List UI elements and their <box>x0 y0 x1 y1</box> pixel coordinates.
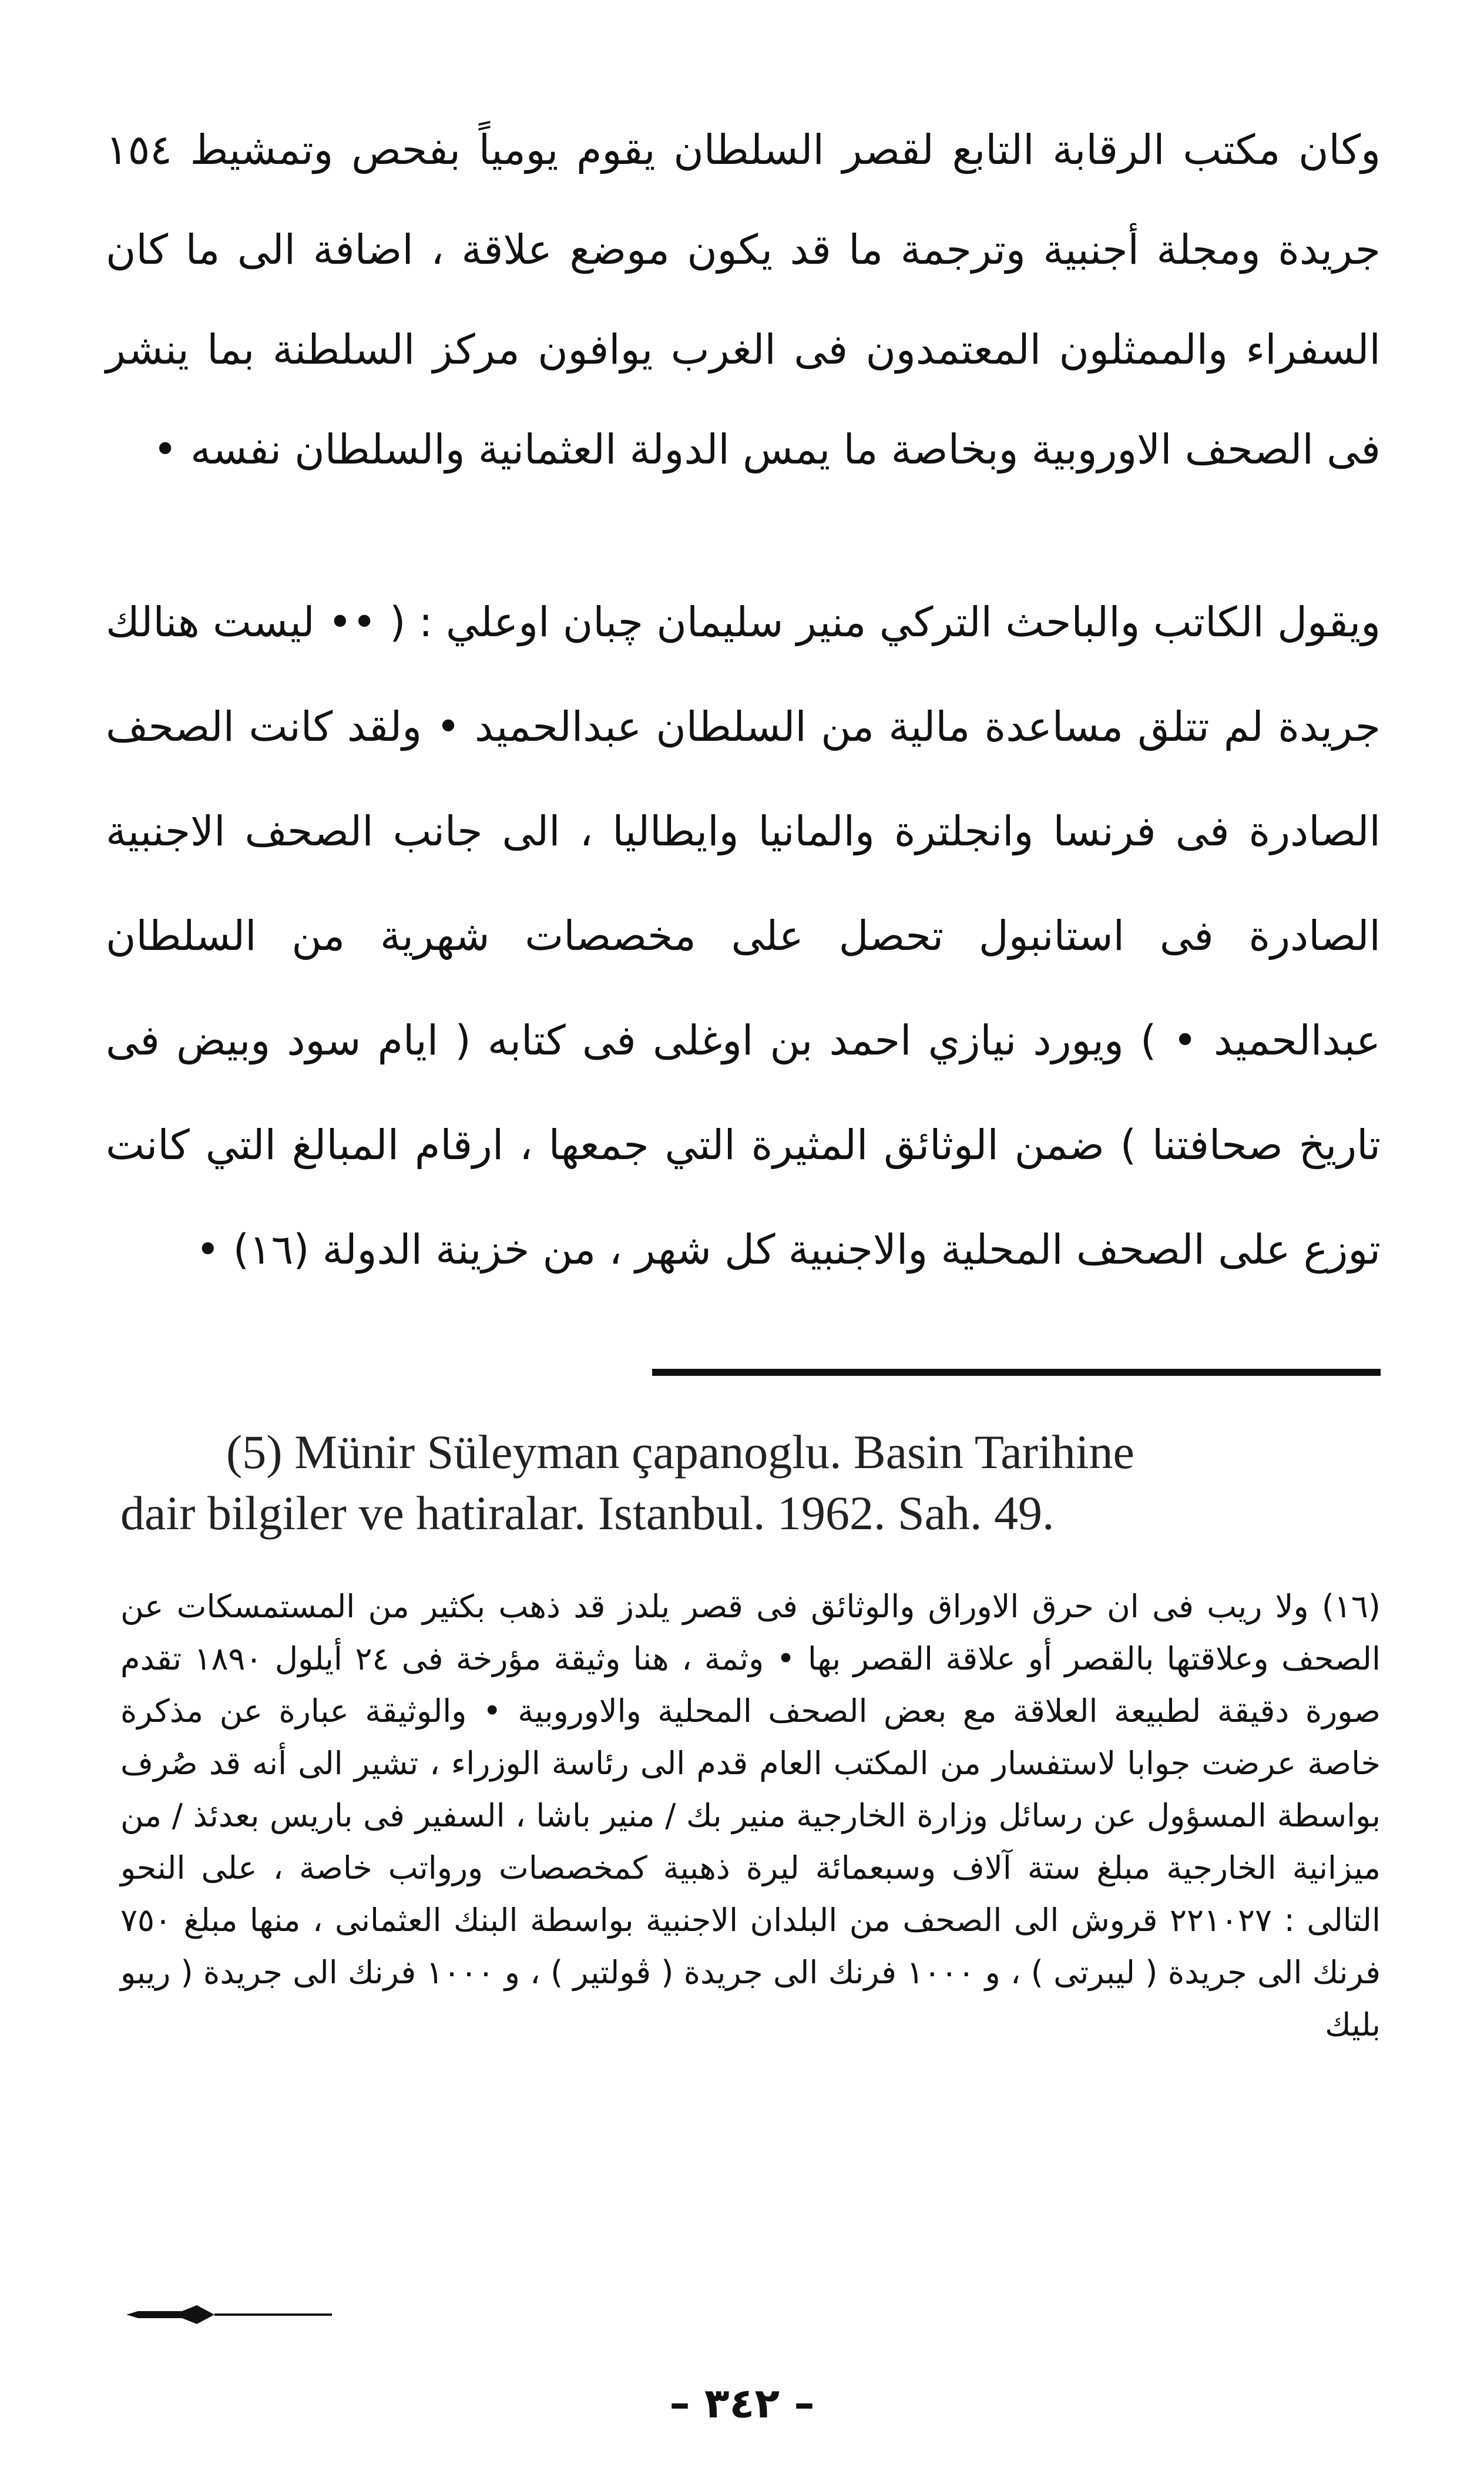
footnote-latin-citation <box>120 1422 1381 1544</box>
footnote-latin-line-1: (5) Münir Süleyman çapanoglu. Basin Tarihine <box>226 1425 1134 1479</box>
main-paragraph-1: وكان مكتب الرقابة التابع لقصر السلطان يقوم يومياً بفحص وتمشيط ١٥٤ جريدة ومجلة أجنبية وترجمة ما قد يكون موضع علاقة ، اضافة الى ما كان السفراء والممثلون المعتمدون فى الغرب يوافون مركز السلطنة بما ينشر فى الصحف الاوروبية وبخاصة ما يمس الدولة العثمانية والسلطان نفسه • <box>106 126 1381 474</box>
main-paragraph-2: ويقول الكاتب والباحث التركي منير سليمان چبان اوعلي : ( •• ليست هنالك جريدة لم تتلق مساعدة مالية من السلطان عبدالحميد • ولقد كانت الصحف الصادرة فى فرنسا وانجلترة والمانيا وايطاليا ، الى جانب الصحف الاجنبية الصادرة فى استانبول تحصل على مخصصات شهرية من السلطان عبدالحميد • ) ويورد نيازي احمد بن اوغلى فى كتابه ( ايام سود وبيض فى تاريخ صحافتنا ) ضمن الوثائق المثيرة التي جمعها ، ارقام المبالغ التي كانت توزع على الصحف المحلية والاجنبية كل شهر ، من خزينة الدولة (١٦) • <box>106 598 1381 1274</box>
page-number: – ٣٤٢ – <box>669 2379 815 2427</box>
footnote-separator-rule <box>652 1369 1381 1376</box>
footnote-latin-line-2: dair bilgiler ve hatiralar. Istanbul. 1962. Sah. 49. <box>120 1486 1055 1540</box>
footnote-arabic: (١٦) ولا ريب فى ان حرق الاوراق والوثائق فى قصر يلدز قد ذهب بكثير من المستمسكات عن الصحف وعلاقتها بالقصر أو علاقة القصر بها • وثمة ، هنا وثيقة مؤرخة فى ٢٤ أيلول ١٨٩٠ تقدم صورة دقيقة لطبيعة العلاقة مع بعض الصحف المحلية والاوروبية • والوثيقة عبارة عن مذكرة خاصة عرضت جوابا لاستفسار من المكتب العام قدم الى رئاسة الوزراء ، تشير الى أنه قد صُرف بواسطة المسؤول عن رسائل وزارة الخارجية منير بك / منير باشا ، السفير فى باريس بعدئذ / من ميزانية الخارجية مبلغ ستة آلاف وسبعمائة ليرة ذهبية كمخصصات ورواتب خاصة ، على النحو التالى : ٢٢١٠٢٧ قروش الى الصحف من البلدان الاجنبية بواسطة البنك العثمانى ، منها مبلغ ٧٥٠ فرنك الى جريدة ( ليبرتى ) ، و ١٠٠٠ فرنك الى جريدة ( ڤولتير ) ، و ١٠٠٠ فرنك الى جريدة ( ريبو بليك <box>120 1588 1381 2043</box>
footer-ornament-icon <box>126 2303 332 2326</box>
